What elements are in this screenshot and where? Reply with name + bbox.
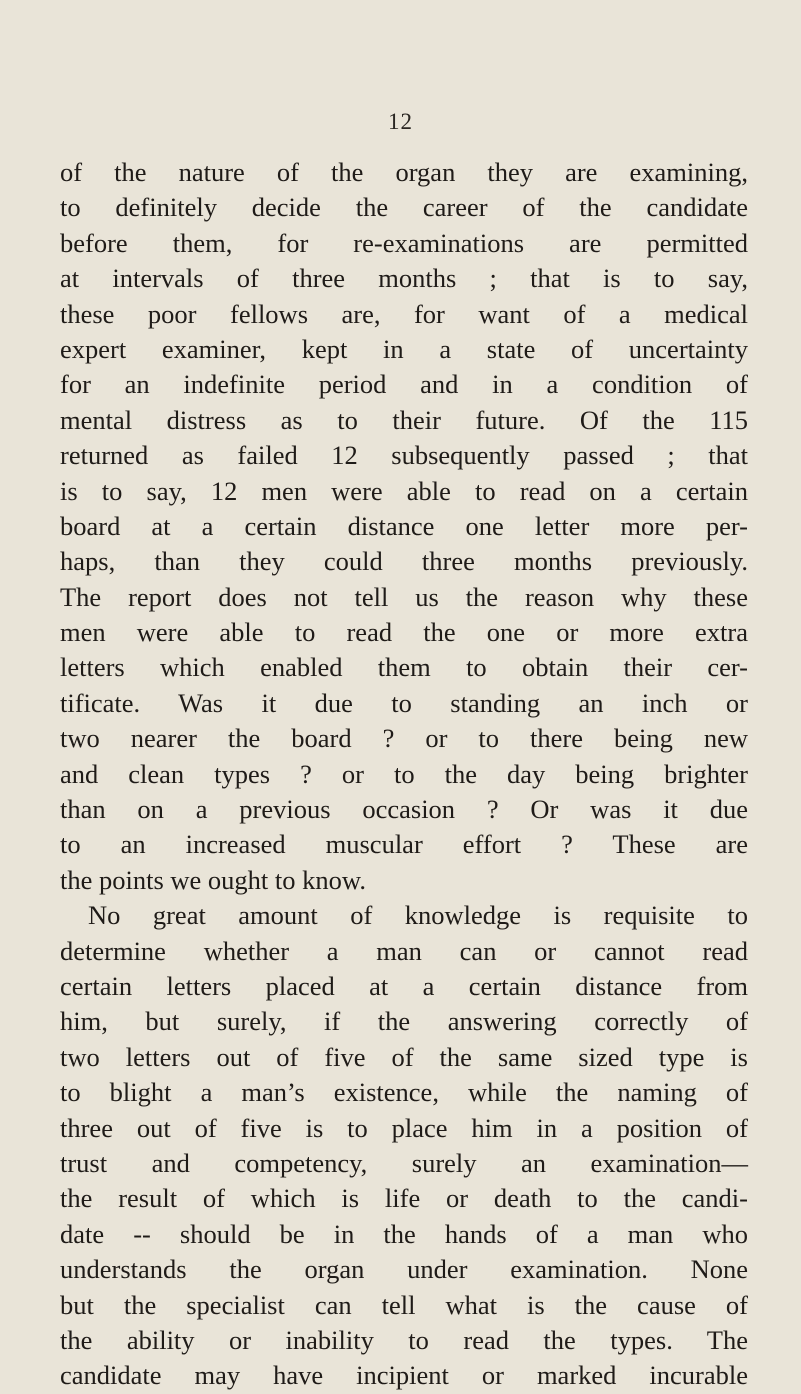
text-line: The report does not tell us the reason why these xyxy=(60,581,748,612)
text-line: the points we ought to know. xyxy=(60,864,366,895)
page-number: 12 xyxy=(388,109,413,134)
text-line: of the nature of the organ they are examining, xyxy=(60,157,748,187)
text-line: at intervals of three months ; that is to say, xyxy=(60,263,748,294)
text-line: returned as failed 12 subsequently passed ; that xyxy=(60,440,748,471)
text-line: understands the organ under examination. None xyxy=(60,1254,748,1285)
text-line: the ability or inability to read the types. The xyxy=(60,1324,748,1355)
text-line: to blight a man’s existence, while the naming of xyxy=(60,1077,748,1108)
text-line: date -- should be in the hands of a man who xyxy=(60,1218,748,1249)
text-line: before them, for re-examinations are permitted xyxy=(60,227,748,258)
text-line: determine whether a man can or cannot read xyxy=(60,935,748,966)
text-line: three out of five is to place him in a position of xyxy=(60,1112,748,1143)
text-line: but the specialist can tell what is the cause of xyxy=(60,1289,748,1320)
text-line: No great amount of knowledge is requisite to xyxy=(88,900,748,931)
text-line: haps, than they could three months previously. xyxy=(60,546,748,577)
text-line: two nearer the board ? or to there being new xyxy=(60,723,748,754)
text-line: two letters out of five of the same sized type is xyxy=(60,1041,748,1072)
body-text xyxy=(60,155,748,1394)
text-line: to an increased muscular effort ? These are xyxy=(60,829,748,860)
text-line: letters which enabled them to obtain their cer- xyxy=(60,652,748,683)
text-line: him, but surely, if the answering correctly of xyxy=(60,1006,748,1037)
text-line: tificate. Was it due to standing an inch or xyxy=(60,687,748,718)
text-line: board at a certain distance one letter more per- xyxy=(60,510,748,541)
text-line: the result of which is life or death to the candi- xyxy=(60,1183,748,1214)
text-line: expert examiner, kept in a state of uncertainty xyxy=(60,333,748,364)
text-line: trust and competency, surely an examination— xyxy=(60,1147,748,1178)
text-line: is to say, 12 men were able to read on a certain xyxy=(60,475,748,506)
text-line: these poor fellows are, for want of a medical xyxy=(60,298,748,329)
text-line: men were able to read the one or more extra xyxy=(60,617,748,648)
text-line: and clean types ? or to the day being brighter xyxy=(60,758,748,789)
text-line: than on a previous occasion ? Or was it due xyxy=(60,794,748,825)
text-line: to definitely decide the career of the candidate xyxy=(60,192,748,223)
text-line: candidate may have incipient or marked incurable xyxy=(60,1360,748,1391)
text-line: mental distress as to their future. Of the 115 xyxy=(60,404,748,435)
text-line: certain letters placed at a certain distance from xyxy=(60,970,748,1001)
text-line: for an indefinite period and in a condition of xyxy=(60,369,748,400)
